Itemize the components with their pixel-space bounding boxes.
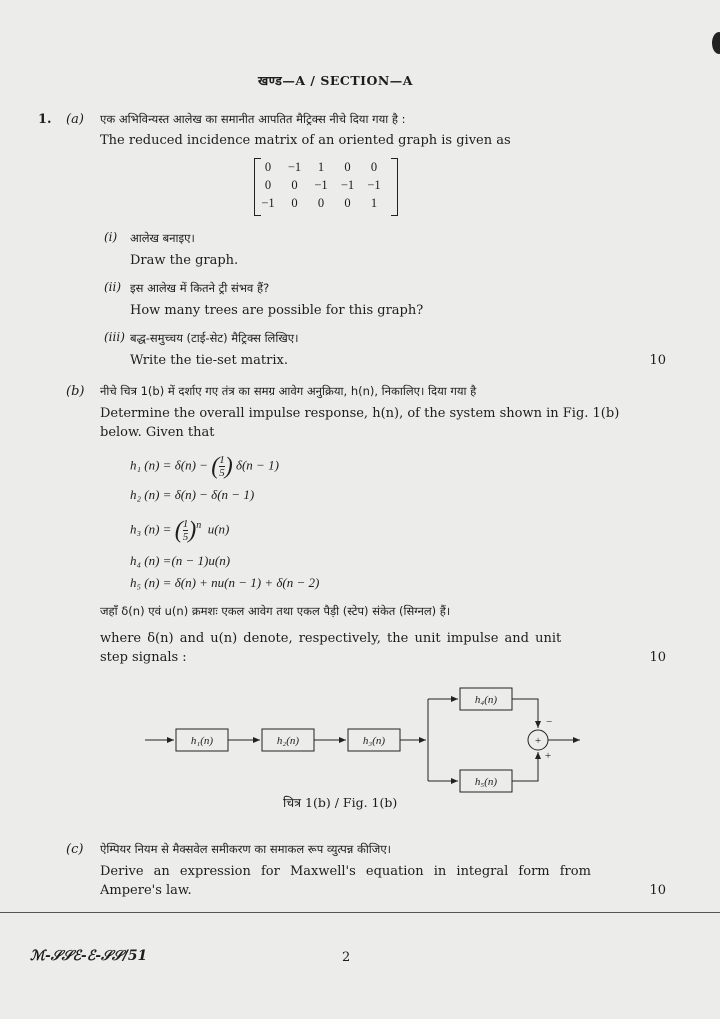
equation-h3: h₃ (n) = ( $\frac{1}{5}$ )$^n$ u(n) <box>130 517 230 544</box>
part-b-label: (b) <box>66 384 85 399</box>
part-a-ii-hindi: इस आलेख में कितने ट्री संभव हैं? <box>130 281 270 295</box>
part-a-english: The reduced incidence matrix of an oriented graph is given as <box>100 133 511 148</box>
part-a-i-english: Draw the graph. <box>130 253 239 268</box>
label-sign-bottom: + <box>544 750 552 762</box>
part-c-marks: 10 <box>649 883 666 898</box>
matrix-cell: −1 <box>261 196 275 210</box>
matrix-cell: 0 <box>344 196 351 210</box>
part-a-iii-label: (iii) <box>104 330 125 344</box>
question-number: 1. <box>38 112 52 127</box>
part-a-i-hindi: आलेख बनाइए। <box>130 231 195 245</box>
part-a-marks: 10 <box>649 353 666 368</box>
part-b-english-2: below. Given that <box>100 425 215 440</box>
matrix-cell: 0 <box>291 196 298 210</box>
page-number: 2 <box>342 950 351 965</box>
part-b-marks: 10 <box>649 650 666 665</box>
label-sign-top: − <box>545 716 553 728</box>
label-h1: h₁(n) <box>190 735 214 747</box>
part-c-label: (c) <box>66 842 84 857</box>
figure-caption: चित्र 1(b) / Fig. 1(b) <box>283 795 398 810</box>
label-h4: h₄(n) <box>474 694 498 706</box>
matrix-cell: 1 <box>317 160 325 174</box>
matrix-cell: −1 <box>314 178 328 192</box>
matrix-cell: 0 <box>264 160 272 174</box>
footer-divider <box>0 912 720 913</box>
label-sum: + <box>534 735 542 747</box>
part-c-hindi: ऐम्पियर नियम से मैक्सवेल समीकरण का समाकल रूप व्युत्पन्न कीजिए। <box>100 842 392 856</box>
part-a-ii-label: (ii) <box>104 280 122 294</box>
part-a-iii-hindi: बद्ध-समुच्चय (टाई-सेट) मैट्रिक्स लिखिए। <box>130 331 299 345</box>
label-h5: h₅(n) <box>474 776 498 788</box>
part-a-label: (a) <box>66 112 84 127</box>
matrix-cell: 1 <box>370 196 378 210</box>
equation-h4: h₄ (n) =(n − 1)u(n) <box>130 553 231 568</box>
matrix-cell: −1 <box>340 178 355 192</box>
part-a-hindi: एक अभिविन्यस्त आलेख का समानीत आपतित मैट्रिक्स नीचे दिया गया है : <box>100 112 406 126</box>
part-a-i-label: (i) <box>104 230 118 244</box>
matrix-cell: 0 <box>344 160 351 174</box>
part-a-iii-english: Write the tie-set matrix. <box>130 353 288 368</box>
part-c-english-2: Ampere's law. <box>100 883 192 898</box>
label-h3: h₃(n) <box>362 735 386 747</box>
label-h2: h₂(n) <box>276 735 300 747</box>
matrix-cell: 0 <box>317 196 325 210</box>
matrix-cell: 0 <box>291 178 298 192</box>
matrix-cell: −1 <box>287 160 302 174</box>
part-a-ii-english: How many trees are possible for this graph? <box>130 303 424 318</box>
part-b-hindi-2: जहाँ δ(n) एवं u(n) क्रमशः एकल आवेग तथा एकल पैड़ी (स्टेप) संकेत (सिग्नल) हैं। <box>100 604 451 618</box>
part-b-hindi: नीचे चित्र 1(b) में दर्शाए गए तंत्र का समग्र आवेग अनुक्रिया, h(n), निकालिए। दिया गया है <box>100 384 477 398</box>
part-c-english-1: Derive an expression for Maxwell's equation in integral form from <box>100 864 591 879</box>
section-header: खण्ड—A / SECTION—A <box>258 73 413 88</box>
equation-h1: h₁ (n) = δ(n) − ( $\frac{1}{5}$ ) δ(n − 1) <box>130 453 279 480</box>
part-b-english-3: where δ(n) and u(n) denote, respectively, the unit impulse and unit <box>100 631 562 646</box>
page-edge-mark <box>712 32 720 54</box>
part-b-english-4: step signals : <box>100 650 187 665</box>
matrix-cell: −1 <box>367 178 381 192</box>
equation-h5: h₅ (n) = δ(n) + nu(n − 1) + δ(n − 2) <box>130 575 320 590</box>
block-diagram <box>140 685 600 795</box>
matrix-cell: 0 <box>370 160 378 174</box>
equation-h2: h₂ (n) = δ(n) − δ(n − 1) <box>130 487 255 502</box>
paper-code: ℳ-𝒮𝒮ℰ-ℰ-𝒮𝒮/51 <box>30 948 148 964</box>
part-b-english-1: Determine the overall impulse response, h(n), of the system shown in Fig. 1(b) <box>100 406 620 421</box>
matrix-cell: 0 <box>264 178 272 192</box>
